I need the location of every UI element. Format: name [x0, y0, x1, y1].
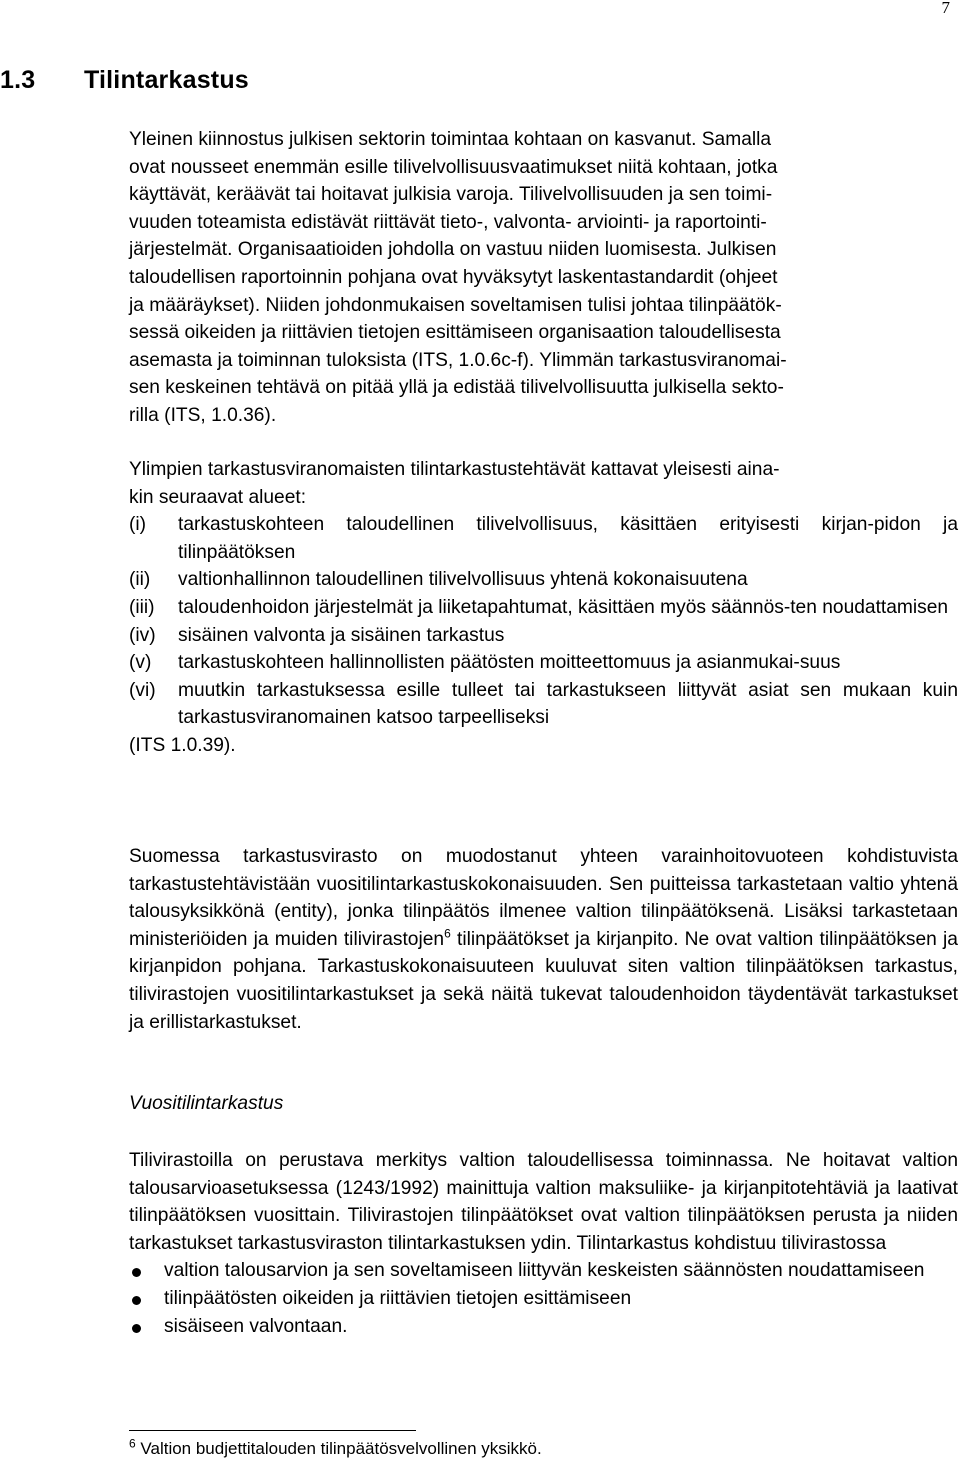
- list-item-label: (vi): [129, 679, 156, 701]
- text-line: ja määräykset). Niiden johdonmukaisen soveltamisen tulisi johtaa tilinpäätök-: [129, 294, 782, 316]
- list-item-label: (i): [129, 514, 147, 536]
- list-item: [129, 511, 958, 566]
- text-line: vuuden toteamista edistävät riittävät tieto-, valvonta- arviointi- ja raportointi-: [129, 211, 767, 233]
- bullet-icon: [132, 1268, 141, 1277]
- bullet-text: valtion talousarvion ja sen soveltamiseen liittyvän keskeisten säännösten noudattamiseen: [164, 1260, 925, 1282]
- list-item-text: tarkastuskohteen taloudellinen tilivelvollisuus, käsittäen erityisesti kirjan-pidon ja tilinpäätöksen: [178, 514, 958, 563]
- page-number: 7: [941, 0, 950, 17]
- text-line: järjestelmät. Organisaatioiden johdolla on vastuu niiden luomisesta. Julkisen: [129, 239, 777, 261]
- text-line: Ylimpien tarkastusviranomaisten tilintarkastustehtävät kattavat yleisesti aina-: [129, 459, 780, 480]
- list-item: [129, 677, 958, 732]
- section-heading: [0, 66, 249, 95]
- list-item-label: (iv): [129, 624, 156, 646]
- list-citation: (ITS 1.0.39).: [129, 734, 236, 756]
- footnote-reference: 6: [444, 926, 451, 941]
- footnote-text: Valtion budjettitalouden tilinpäätösvelvollinen yksikkö.: [135, 1439, 542, 1458]
- list-item-label: (iii): [129, 596, 155, 618]
- audit-areas-list: [129, 511, 958, 732]
- footnote: [129, 1438, 542, 1460]
- footnote-divider: [129, 1430, 416, 1431]
- bullet-text: sisäiseen valvontaan.: [164, 1315, 348, 1337]
- list-item: [129, 566, 958, 594]
- text-line: käyttävät, keräävät tai hoitavat julkisia varoja. Tilivelvollisuuden ja sen toimi-: [129, 184, 773, 206]
- section-title: Tilintarkastus: [84, 66, 249, 94]
- bullet-item: [129, 1313, 958, 1341]
- text-line: asemasta ja toiminnan tuloksista (ITS, 1.0.6c-f). Ylimmän tarkastusviranomai-: [129, 349, 787, 371]
- paragraph-text-part: tilinpäätökset ja kirjanpito. Ne ovat valtion tilinpäätöksen ja kirjanpidon pohjana. Tarkastuskokonaisuuteen kuuluvat siten valtion tilinpäätöksen tarkastus, tilivirastojen vuositilintarkastukset ja sekä näitä tukevat taloudenhoidon täydentävät tarkastukset ja erillistarkastukset.: [129, 928, 958, 1033]
- list-item-text: tarkastuskohteen hallinnollisten päätösten moitteettomuus ja asianmukai-suus: [178, 652, 841, 674]
- list-item: [129, 594, 958, 622]
- list-item-label: (v): [129, 652, 152, 674]
- text-line: taloudellisen raportoinnin pohjana ovat hyväksytyt laskentastandardit (ohjeet: [129, 266, 778, 288]
- paragraph-text: Tilivirastoilla on perustava merkitys valtion taloudellisessa toiminnassa. Ne hoitavat valtion talousarvioasetuksessa (1243/1992) mainittuja valtion maksuliike- ja kirjanpitotehtäviä ja laativat tilinpäätöksen vuosittain. Tilivirastojen tilinpäätökset ovat valtion tilinpäätöksen perusta ja niiden tarkastukset tarkastusviraston tilintarkastuksen ydin. Tilintarkastus kohdistuu tilivirastossa: [129, 1150, 958, 1254]
- section-number: 1.3: [0, 66, 36, 94]
- list-item-text: taloudenhoidon järjestelmät ja liiketapahtumat, käsittäen myös säännös-ten noudattamisen: [178, 596, 949, 618]
- text-line: sessä oikeiden ja riittävien tietojen esittämiseen organisaation taloudellisesta: [129, 322, 781, 344]
- paragraph-text: [129, 843, 958, 1036]
- list-item: [129, 622, 958, 650]
- bullet-item: [129, 1285, 958, 1313]
- paragraph-accounting-offices: [129, 1147, 958, 1340]
- bullet-text: tilinpäätösten oikeiden ja riittävien tietojen esittämiseen: [164, 1287, 632, 1309]
- footnote-number: 6: [129, 1436, 136, 1451]
- audit-focus-list: [129, 1257, 958, 1340]
- list-item-text: sisäinen valvonta ja sisäinen tarkastus: [178, 624, 505, 646]
- text-line: Yleinen kiinnostus julkisen sektorin toimintaa kohtaan on kasvanut. Samalla: [129, 129, 772, 150]
- bullet-item: [129, 1257, 958, 1285]
- paragraph-annual-audit-entity: [129, 843, 958, 1036]
- list-item: [129, 649, 958, 677]
- list-item-label: (ii): [129, 569, 151, 591]
- text-line: ovat nousseet enemmän esille tilivelvollisuusvaatimukset niitä kohtaan, jotka: [129, 156, 778, 178]
- paragraph-text-part: Suomessa tarkastusvirasto on muodostanut yhteen varainhoitovuoteen kohdistuvista tarkastustehtävistään vuositilintarkastuskokonaisuuden. Sen puitteissa tarkastetaan valtio yhtenä talousyksikkönä (entity), jonka tilinpäätös ilmenee valtion tilinpäätöksenä. Lisäksi tarkastetaan ministeriöiden ja muiden tilivirastojen: [129, 846, 958, 950]
- bullet-icon: [132, 1324, 141, 1333]
- paragraph-audit-areas: [129, 456, 958, 760]
- paragraph-public-sector-accountability: [129, 126, 958, 430]
- subheading: Vuositilintarkastus: [129, 1093, 284, 1114]
- bullet-icon: [132, 1296, 141, 1305]
- text-line: sen keskeinen tehtävä on pitää yllä ja edistää tilivelvollisuutta julkisella sekto-: [129, 377, 784, 399]
- text-line: rilla (ITS, 1.0.36).: [129, 404, 277, 426]
- list-item-text: valtionhallinnon taloudellinen tilivelvollisuus yhtenä kokonaisuutena: [178, 569, 748, 591]
- text-line: kin seuraavat alueet:: [129, 486, 307, 508]
- list-item-text: muutkin tarkastuksessa esille tulleet tai tarkastukseen liittyvät asiat sen mukaan kuin tarkastusviranomainen katsoo tarpeelliseksi: [178, 679, 958, 729]
